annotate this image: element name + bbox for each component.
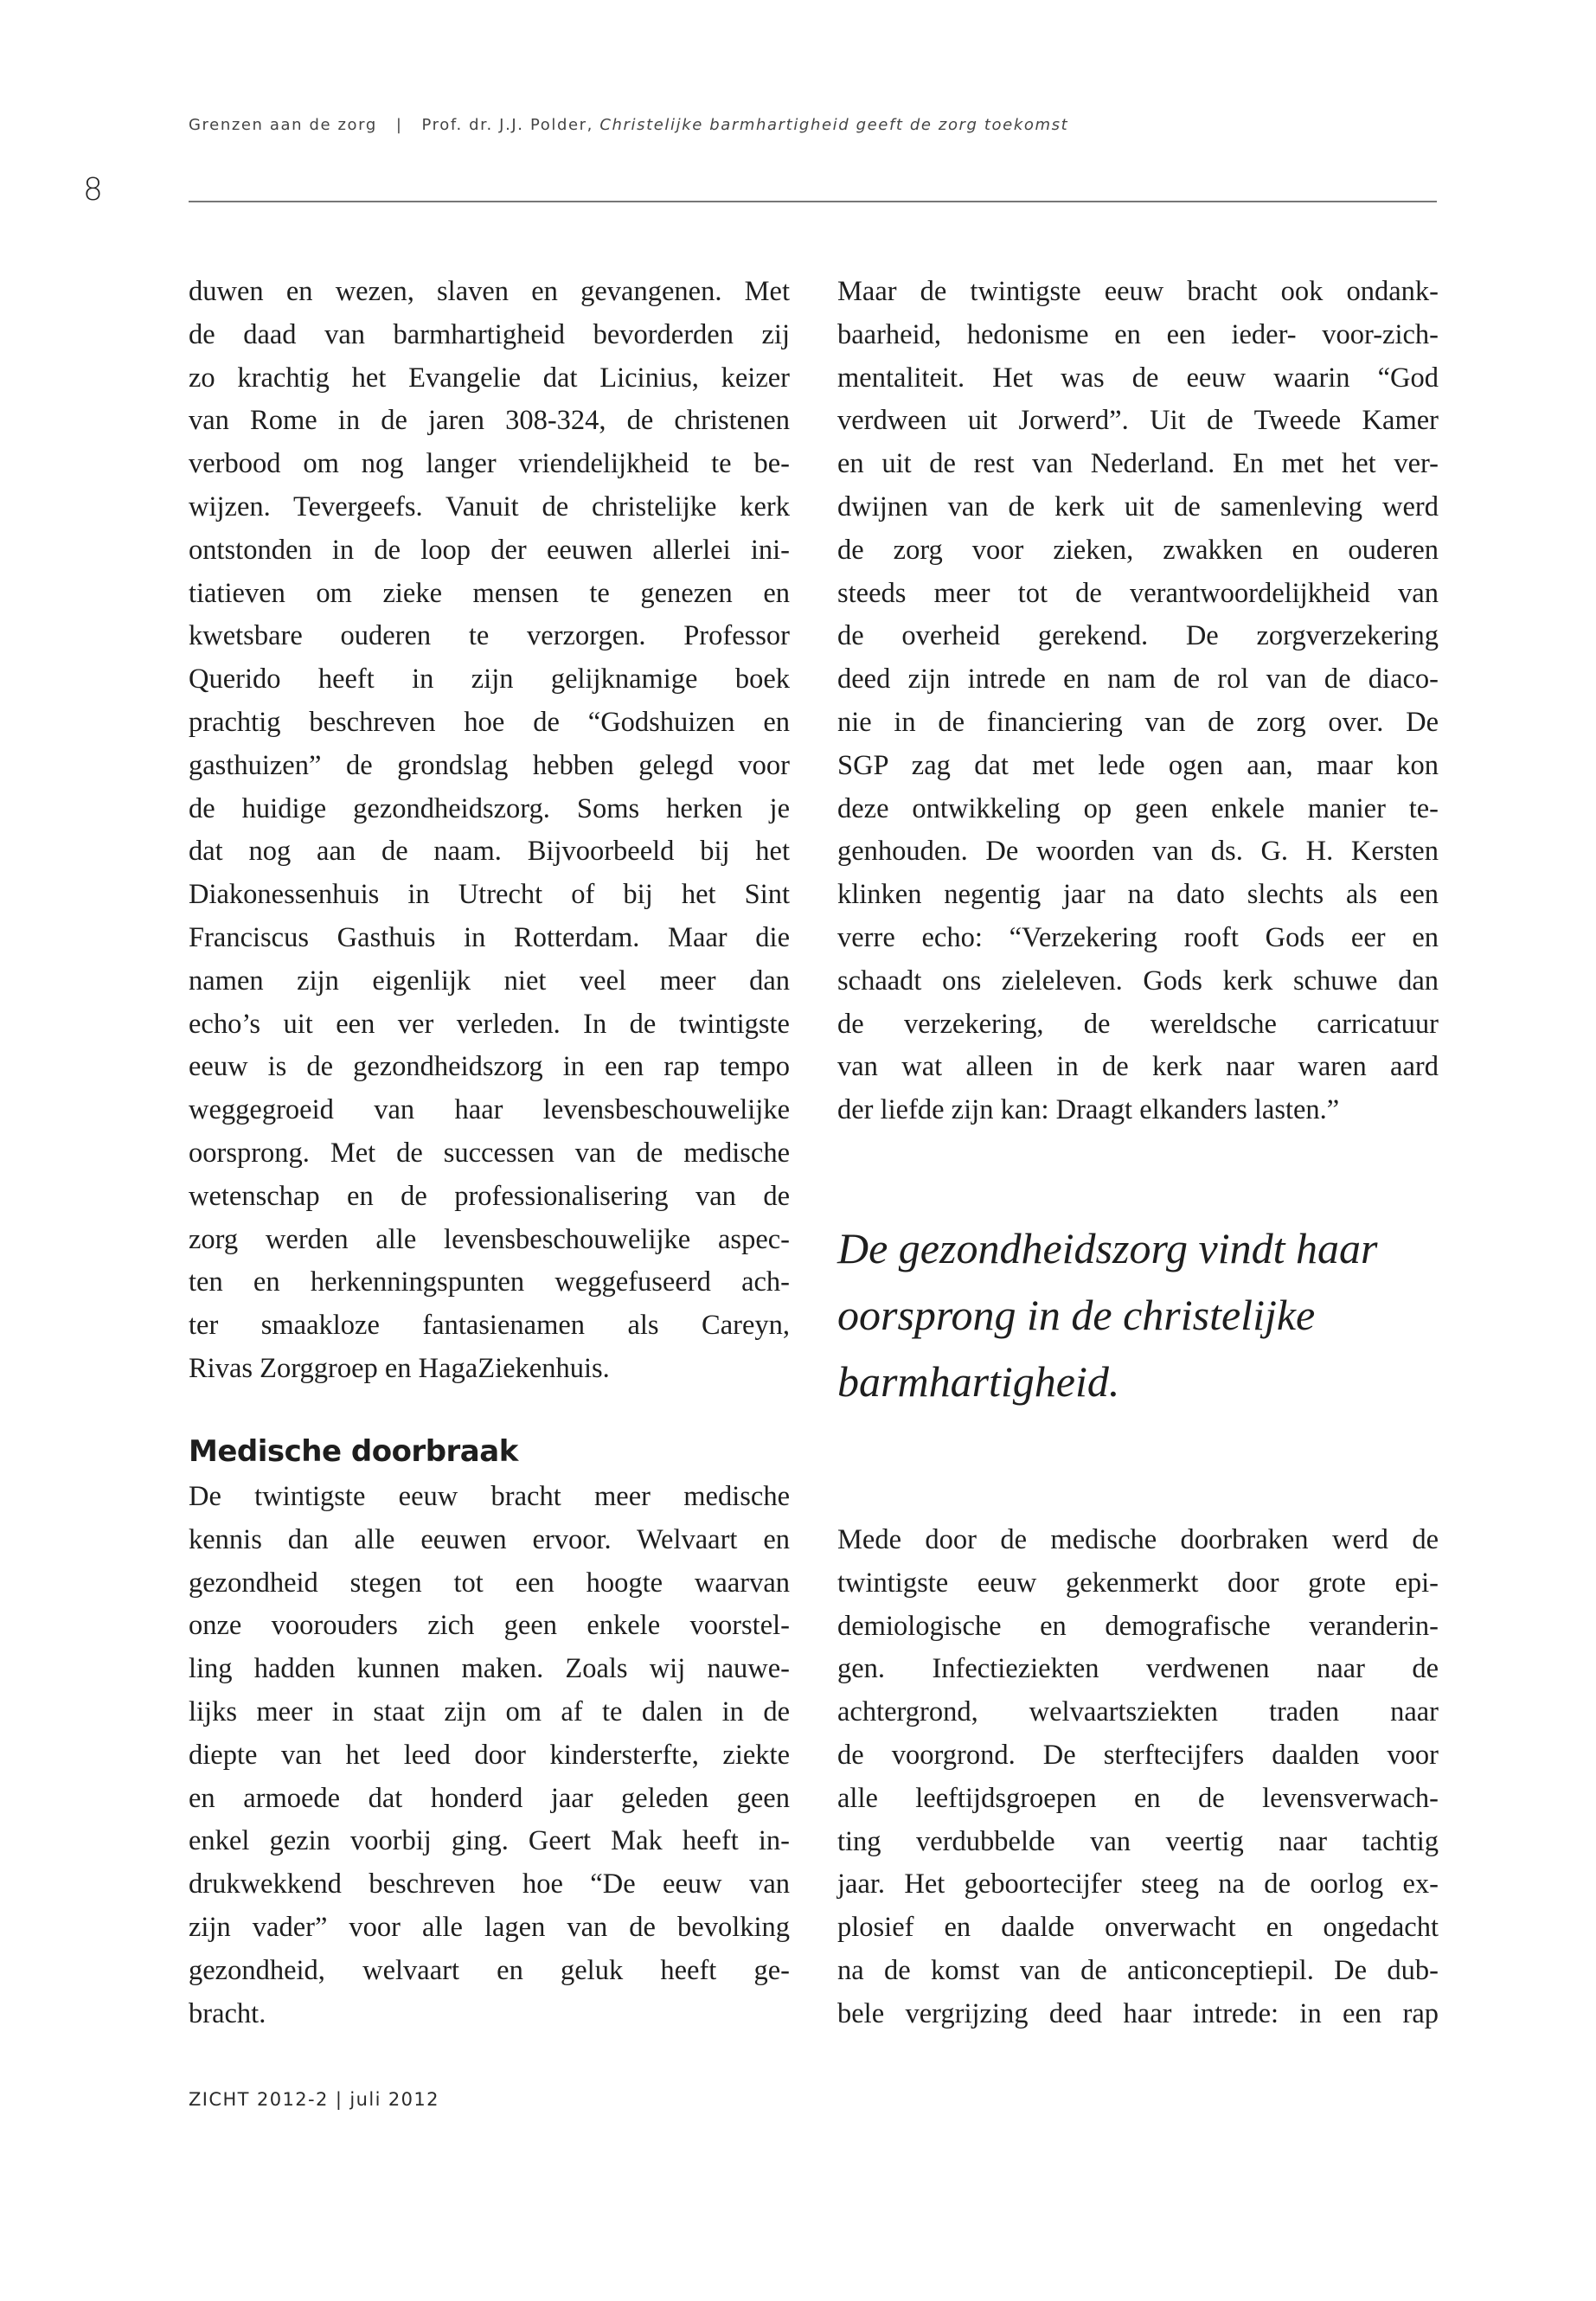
text-line: de verzekering, de wereldsche carricatuur bbox=[837, 1008, 1439, 1040]
text-line: oorsprong. Met de successen van de medische bbox=[189, 1137, 790, 1169]
text-line: bele vergrijzing deed haar intrede: in een rap bbox=[837, 1997, 1439, 2029]
right-column-paragraph-1 bbox=[837, 271, 1439, 1132]
text-line: SGP zag dat met lede ogen aan, maar kon bbox=[837, 749, 1439, 781]
text-line: klinken negentig jaar na dato slechts als een bbox=[837, 879, 1439, 911]
text-line: van Rome in de jaren 308-324, de christenen bbox=[189, 405, 790, 437]
text-line: baarheid, hedonisme en een ieder- voor-zich- bbox=[837, 318, 1439, 350]
header-separator: | bbox=[395, 116, 403, 134]
text-line: duwen en wezen, slaven en gevangenen. Met bbox=[189, 276, 790, 307]
pull-quote-line: De gezondheidszorg vindt haar bbox=[837, 1224, 1378, 1272]
text-line: tiatieven om zieke mensen te genezen en bbox=[189, 577, 790, 609]
text-line: jaar. Het geboortecijfer steeg na de oorlog ex- bbox=[837, 1868, 1439, 1900]
header-article-title: Christelijke barmhartigheid geeft de zorg toekomst bbox=[599, 116, 1069, 134]
footer-date: juli 2012 bbox=[349, 2089, 439, 2110]
text-line: gasthuizen” de grondslag hebben gelegd voor bbox=[189, 749, 790, 781]
text-line: ting verdubbelde van veertig naar tachtig bbox=[837, 1825, 1439, 1857]
text-line: deed zijn intrede en nam de rol van de diaco- bbox=[837, 663, 1439, 695]
text-line: ter smaakloze fantasienamen als Careyn, bbox=[189, 1310, 790, 1342]
text-line: Franciscus Gasthuis in Rotterdam. Maar die bbox=[189, 921, 790, 953]
footer-separator: | bbox=[335, 2089, 343, 2110]
text-line: de zorg voor zieken, zwakken en ouderen bbox=[837, 534, 1439, 566]
section-heading: Medische doorbraak bbox=[189, 1434, 518, 1469]
left-column-paragraph-2 bbox=[189, 1476, 790, 2035]
running-title: Grenzen aan de zorg bbox=[189, 116, 377, 134]
text-line: eeuw is de gezondheidszorg in een rap tempo bbox=[189, 1051, 790, 1083]
page-footer bbox=[189, 2087, 439, 2112]
text-line: ten en herkenningspunten weggefuseerd ach- bbox=[189, 1266, 790, 1298]
header-rule bbox=[189, 201, 1437, 202]
pull-quote-line: oorsprong in de christelijke bbox=[837, 1291, 1316, 1339]
text-line: prachtig beschreven hoe de “Godshuizen en bbox=[189, 706, 790, 738]
text-line: Mede door de medische doorbraken werd de bbox=[837, 1524, 1439, 1555]
text-line: mentaliteit. Het was de eeuw waarin “God bbox=[837, 362, 1439, 394]
text-line: en uit de rest van Nederland. En met het ver- bbox=[837, 448, 1439, 480]
text-line: wetenschap en de professionalisering van de bbox=[189, 1180, 790, 1212]
text-line: schaadt ons zieleleven. Gods kerk schuwe dan bbox=[837, 965, 1439, 997]
text-line: verdween uit Jorwerd”. Uit de Tweede Kamer bbox=[837, 405, 1439, 437]
text-line: Querido heeft in zijn gelijknamige boek bbox=[189, 663, 790, 695]
text-line: weggegroeid van haar levensbeschouwelijke bbox=[189, 1094, 790, 1126]
text-line: Diakonessenhuis in Utrecht of bij het Sint bbox=[189, 879, 790, 911]
text-line: dat nog aan de naam. Bijvoorbeeld bij het bbox=[189, 836, 790, 868]
pull-quote-line: barmhartigheid. bbox=[837, 1357, 1120, 1406]
text-line: deze ontwikkeling op geen enkele manier te- bbox=[837, 792, 1439, 824]
text-line: nie in de financiering van de zorg over. De bbox=[837, 706, 1439, 738]
text-line: gezondheid stegen tot een hoogte waarvan bbox=[189, 1567, 790, 1599]
text-line: drukwekkend beschreven hoe “De eeuw van bbox=[189, 1868, 790, 1900]
text-line: ontstonden in de loop der eeuwen allerlei ini- bbox=[189, 534, 790, 566]
text-line: zorg werden alle levensbeschouwelijke aspec- bbox=[189, 1223, 790, 1255]
right-column-paragraph-2 bbox=[837, 1519, 1439, 2036]
header-author: Prof. dr. J.J. Polder, bbox=[421, 116, 593, 134]
text-line: gezondheid, welvaart en geluk heeft ge- bbox=[189, 1954, 790, 1986]
text-line: de overheid gerekend. De zorgverzekering bbox=[837, 620, 1439, 652]
text-line: diepte van het leed door kindersterfte, ziekte bbox=[189, 1739, 790, 1771]
text-line: verre echo: “Verzekering rooft Gods eer en bbox=[837, 921, 1439, 953]
text-line: de huidige gezondheidszorg. Soms herken je bbox=[189, 792, 790, 824]
text-line: dwijnen van de kerk uit de samenleving werd bbox=[837, 490, 1439, 522]
text-line: De twintigste eeuw bracht meer medische bbox=[189, 1481, 790, 1512]
text-line: lijks meer in staat zijn om af te dalen in de bbox=[189, 1695, 790, 1727]
text-line: onze voorouders zich geen enkele voorstel- bbox=[189, 1610, 790, 1642]
page-number: 8 bbox=[83, 172, 103, 208]
text-line: enkel gezin voorbij ging. Geert Mak heeft in- bbox=[189, 1825, 790, 1857]
text-line: steeds meer tot de verantwoordelijkheid van bbox=[837, 577, 1439, 609]
text-line: de daad van barmhartigheid bevorderden zij bbox=[189, 318, 790, 350]
pull-quote bbox=[837, 1215, 1434, 1415]
text-line: achtergrond, welvaartsziekten traden naar bbox=[837, 1696, 1439, 1728]
running-header bbox=[189, 115, 1068, 136]
text-line: genhouden. De woorden van ds. G. H. Kersten bbox=[837, 836, 1439, 868]
text-line: ling hadden kunnen maken. Zoals wij nauwe- bbox=[189, 1653, 790, 1685]
text-line: kennis dan alle eeuwen ervoor. Welvaart en bbox=[189, 1523, 790, 1555]
text-line: der liefde zijn kan: Draagt elkanders lasten.” bbox=[837, 1094, 1340, 1126]
text-line: de voorgrond. De sterftecijfers daalden voor bbox=[837, 1739, 1439, 1771]
footer-issue: 2012-2 bbox=[256, 2089, 329, 2110]
text-line: na de komst van de anticonceptiepil. De dub- bbox=[837, 1954, 1439, 1986]
footer-publication: ZICHT bbox=[189, 2089, 250, 2110]
text-line: plosief en daalde onverwacht en ongedacht bbox=[837, 1912, 1439, 1944]
text-line: alle leeftijdsgroepen en de levensverwach- bbox=[837, 1782, 1439, 1814]
left-column-paragraph-1 bbox=[189, 271, 790, 1391]
text-line: namen zijn eigenlijk niet veel meer dan bbox=[189, 965, 790, 997]
text-line: kwetsbare ouderen te verzorgen. Professor bbox=[189, 620, 790, 652]
text-line: van wat alleen in de kerk naar waren aard bbox=[837, 1051, 1439, 1083]
text-line: en armoede dat honderd jaar geleden geen bbox=[189, 1782, 790, 1814]
text-line: zo krachtig het Evangelie dat Licinius, keizer bbox=[189, 362, 790, 394]
text-line: bracht. bbox=[189, 1997, 266, 2029]
text-line: zijn vader” voor alle lagen van de bevolking bbox=[189, 1911, 790, 1943]
text-line: Maar de twintigste eeuw bracht ook ondank- bbox=[837, 276, 1439, 307]
text-line: wijzen. Tevergeefs. Vanuit de christelijke kerk bbox=[189, 490, 790, 522]
text-line: demiologische en demografische veranderin- bbox=[837, 1610, 1439, 1642]
text-line: echo’s uit een ver verleden. In de twintigste bbox=[189, 1008, 790, 1040]
text-line: Rivas Zorggroep en HagaZiekenhuis. bbox=[189, 1352, 610, 1384]
text-line: verbood om nog langer vriendelijkheid te be- bbox=[189, 448, 790, 480]
text-line: gen. Infectieziekten verdwenen naar de bbox=[837, 1653, 1439, 1685]
text-line: twintigste eeuw gekenmerkt door grote epi- bbox=[837, 1567, 1439, 1599]
